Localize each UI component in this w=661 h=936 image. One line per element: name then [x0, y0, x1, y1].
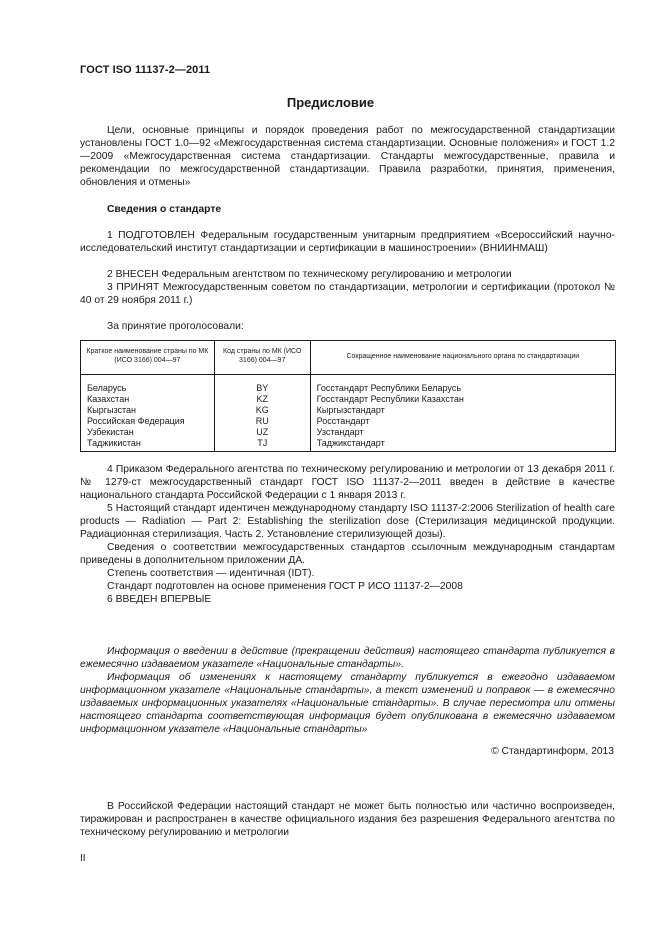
item-1-prepared: 1 ПОДГОТОВЛЕН Федеральным государственным унитарным предприятием «Всероссийский научно-исследовательский институт стандартизации и сертификации в машиностроении» (ВНИИНМАШ) [80, 230, 615, 254]
table-row [81, 375, 616, 395]
item-6-first-time: 6 ВВЕДЕН ВПЕРВЫЕ [107, 594, 212, 605]
cell-body: Росстандарт [310, 416, 615, 427]
cell-code: TJ [214, 438, 310, 452]
cell-country: Российская Федерация [81, 416, 215, 427]
cell-code: KG [214, 405, 310, 416]
cell-body: Госстандарт Республики Казахстан [310, 394, 615, 405]
item-5-identical: 5 Настоящий стандарт идентичен международному стандарту ISO 11137-2:2006 Sterilization of health care products — Radiation — Part 2: Establishing the sterilization dose (Стерилизация медицинской продукции. Радиационная стерилизация. Часть 2. Установление стерилизующей дозы). [80, 503, 615, 540]
item-3-adopted: 3 ПРИНЯТ Межгосударственным советом по стандартизации, метрологии и сертификации (протокол № 40 от 29 ноября 2011 г.) [80, 282, 615, 306]
table-row [81, 394, 616, 405]
cell-code: RU [214, 416, 310, 427]
info-paragraph-2: Информация об изменениях к настоящему стандарту публикуется в ежегодно издаваемом информационном указателе «Национальные стандарты», а текст изменений и поправок — в ежемесячно издаваемых информационных указателях «Национальные стандарты». В случае пересмотра или отмены настоящего стандарта соответствующая информация будет опубликована в ежемесячно издаваемом информационном указателе «Национальные стандарты» [80, 672, 615, 735]
table-row [81, 427, 616, 438]
voting-table [80, 340, 616, 452]
cell-country: Кыргызстан [81, 405, 215, 416]
table-header-row [81, 341, 616, 375]
cell-body: Таджикстандарт [310, 438, 615, 452]
cell-body: Узстандарт [310, 427, 615, 438]
table-row [81, 416, 616, 427]
cell-country: Таджикистан [81, 438, 215, 452]
section-heading: Сведения о стандарте [107, 204, 222, 215]
cell-country: Казахстан [81, 394, 215, 405]
col-header-code: Код страны по МК (ИСО 3166) 004—97 [214, 341, 310, 375]
document-header: ГОСТ ISO 11137-2—2011 [80, 64, 211, 76]
intro-paragraph: Цели, основные принципы и порядок проведения работ по межгосударственной стандартизации установлены ГОСТ 1.0—92 «Межгосударственная система стандартизации. Основные положения» и ГОСТ 1.2—2009 «Межгосударственная система стандартизации. Стандарты межгосударственные, правила и рекомендации по межгосударственной стандартизации. Правила разработки, принятия, применения, обновления и отмены» [80, 125, 615, 188]
item-5-basis: Стандарт подготовлен на основе применения ГОСТ Р ИСО 11137-2—2008 [107, 581, 463, 592]
item-4-order: 4 Приказом Федерального агентства по техническому регулированию и метрологии от 13 декабря 2011 г. № 1279-ст межгосударственный стандарт ГОСТ ISO 11137-2—2011 введен в действие в качестве национального стандарта Российской Федерации с 1 января 2013 г. [80, 464, 615, 501]
cell-body: Госстандарт Республики Беларусь [310, 375, 615, 395]
item-5-degree: Степень соответствия — идентичная (IDT). [107, 568, 315, 579]
cell-country: Узбекистан [81, 427, 215, 438]
info-paragraph-1: Информация о введении в действие (прекращении действия) настоящего стандарта публикуется в ежемесячно издаваемом указателе «Национальные стандарты». [80, 646, 615, 670]
page-title: Предисловие [286, 95, 375, 110]
legal-notice: В Российской Федерации настоящий стандарт не может быть полностью или частично воспроизведен, тиражирован и распространен в качестве официального издания без разрешения Федерального агентства по техническому регулированию и метрологии [80, 801, 615, 838]
item-2-introduced: 2 ВНЕСЕН Федеральным агентством по техническому регулированию и метрологии [107, 269, 512, 280]
cell-country: Беларусь [81, 375, 215, 395]
col-header-country: Краткое наименование страны по МК (ИСО 3166) 004—97 [81, 341, 215, 375]
vote-intro: За принятие проголосовали: [107, 321, 244, 332]
col-header-body: Сокращенное наименование национального органа по стандартизации [310, 341, 615, 375]
table-row [81, 438, 616, 452]
cell-code: BY [214, 375, 310, 395]
table-row [81, 405, 616, 416]
cell-code: UZ [214, 427, 310, 438]
cell-body: Кыргызстандарт [310, 405, 615, 416]
page-number: II [80, 853, 86, 864]
copyright-notice: © Стандартинформ, 2013 [491, 746, 614, 757]
item-5-references: Сведения о соответствии межгосударственных стандартов ссылочным международным стандартам приведены в дополнительном приложении ДА. [80, 542, 615, 566]
cell-code: KZ [214, 394, 310, 405]
